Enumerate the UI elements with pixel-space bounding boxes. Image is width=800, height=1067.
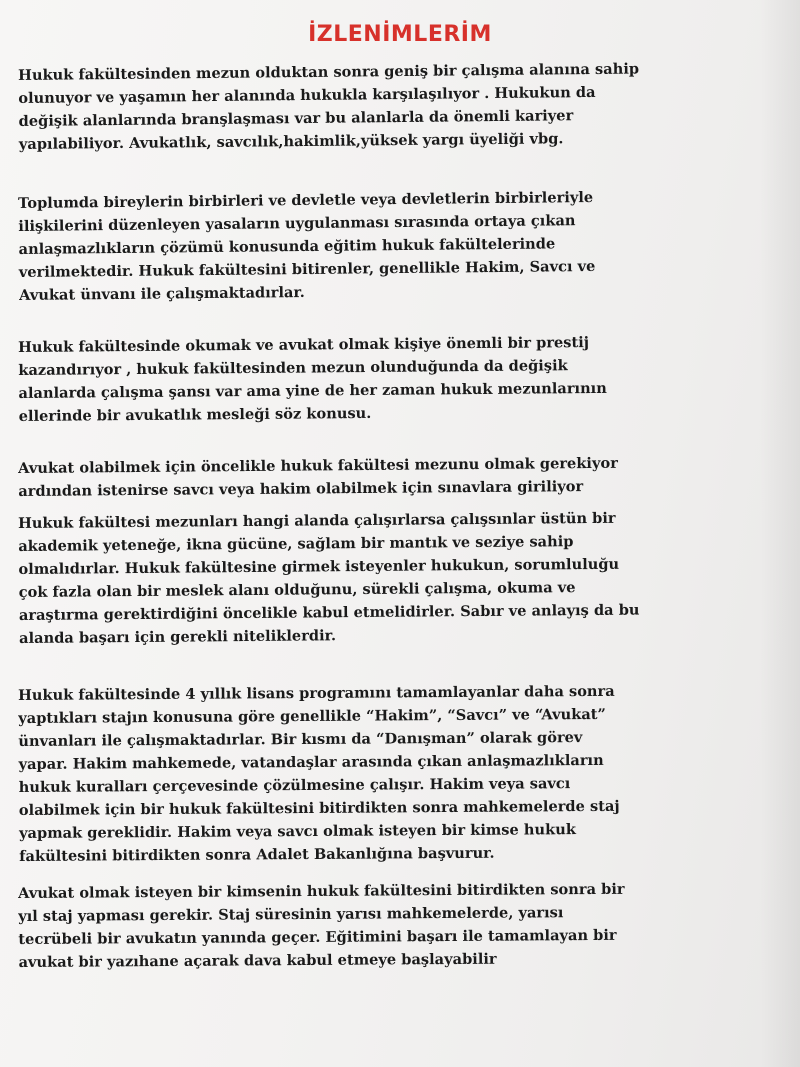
paragraph-line: yapılabiliyor. Avukatlık, savcılık,hakimlik,yüksek yargı üyeliği vbg. (18, 130, 564, 153)
paragraph-line: Avukat olmak isteyen bir kimsenin hukuk fakültesini bitirdikten sonra bir (18, 880, 625, 902)
paragraph-line: ellerinde bir avukatlık mesleği söz konusu. (18, 404, 372, 425)
paragraph-1 (18, 56, 779, 156)
paragraph-line: alanda başarı için gerekli niteliklerdir. (19, 627, 337, 647)
paragraph-line: tecrübeli bir avukatın yanında geçer. Eğitimini başarı ile tamamlayan bir (18, 926, 617, 948)
paragraph-line: ilişkilerini düzenleyen yasaların uygulanması sırasında ortaya çıkan (18, 212, 576, 235)
paragraph-line: Hukuk fakültesinden mezun olduktan sonra geniş bir çalışma alanına sahip (18, 60, 640, 84)
paragraph-line: ünvanları ile çalışmaktadırlar. Bir kısmı da “Danışman” olarak görev (18, 729, 583, 750)
paragraph-line: Hukuk fakültesi mezunları hangi alanda çalışırlarsa çalışsınlar üstün bir (18, 509, 616, 532)
paragraph-line: yaptıkları stajın konusuna göre genellikle “Hakim”, “Savcı” ve “Avukat” (18, 705, 606, 727)
paragraph-line: Hukuk fakültesinde okumak ve avukat olmak kişiye önemli bir prestij (18, 334, 590, 356)
paragraph-line: Hukuk fakültesinde 4 yıllık lisans programını tamamlayanlar daha sonra (18, 682, 615, 704)
paragraph-line: akademik yeteneğe, ikna gücüne, sağlam bir mantık ve seziye sahip (18, 533, 574, 555)
paragraph-line: araştırma gerektirdiğini öncelikle kabul etmelidirler. Sabır ve anlayış da bu (18, 601, 640, 624)
paragraph-line: Toplumda bireylerin birbirleri ve devletle veya devletlerin birbirleriyle (18, 188, 594, 212)
paragraph-line: olmalıdırlar. Hukuk fakültesine girmek isteyenler hukukun, sorumluluğu (18, 555, 620, 578)
paragraph-line: hukuk kuralları çerçevesinde çözülmesine çalışır. Hakim veya savcı (18, 775, 571, 796)
paragraph-line: olabilmek için bir hukuk fakültesini bitirdikten sonra mahkemelerde staj (18, 797, 620, 819)
paragraph-line: yapar. Hakim mahkemede, vatandaşlar arasında çıkan anlaşmazlıkların (18, 751, 604, 773)
paragraph-2 (18, 184, 779, 307)
paragraph-line: ardından istenirse savcı veya hakim olabilmek için sınavlara giriliyor (18, 478, 584, 500)
paragraph-line: kazandırıyor , hukuk fakültesinden mezun olunduğunda da değişik (18, 357, 568, 379)
paragraph-line: olunuyor ve yaşamın her alanında hukukla karşılaşılıyor . Hukukun da (18, 83, 596, 107)
paragraph-5 (18, 505, 779, 650)
paragraph-line: alanlarda çalışma şansı var ama yine de her zaman hukuk mezunlarının (18, 379, 607, 402)
paragraph-3 (18, 329, 779, 428)
paragraph-line: anlaşmazlıkların çözümü konusunda eğitim hukuk fakültelerinde (18, 235, 556, 258)
paragraph-line: yıl staj yapması gerekir. Staj süresinin yarısı mahkemelerde, yarısı (18, 904, 564, 925)
paragraph-line: verilmektedir. Hukuk fakültesini bitirenler, genellikle Hakim, Savcı ve (18, 257, 596, 281)
paragraph-4 (18, 450, 778, 503)
paragraph-7 (18, 877, 779, 974)
paragraph-6 (18, 679, 779, 868)
paragraph-line: yapmak gereklidir. Hakim veya savcı olmak isteyen bir kimse hukuk (18, 821, 576, 842)
paragraph-line: Avukat olabilmek için öncelikle hukuk fakültesi mezunu olmak gerekiyor (18, 454, 618, 477)
paragraph-line: fakültesini bitirdikten sonra Adalet Bakanlığına başvurur. (19, 844, 495, 865)
paragraph-line: değişik alanlarında branşlaşması var bu alanlarla da önemli kariyer (18, 107, 574, 130)
page-title: İZLENİMLERİM (308, 22, 492, 47)
paragraph-line: çok fazla olan bir meslek alanı olduğunu, sürekli çalışma, okuma ve (18, 579, 576, 601)
paragraph-line: Avukat ünvanı ile çalışmaktadırlar. (18, 284, 305, 304)
paragraph-line: avukat bir yazıhane açarak dava kabul etmeye başlayabilir (18, 950, 497, 971)
